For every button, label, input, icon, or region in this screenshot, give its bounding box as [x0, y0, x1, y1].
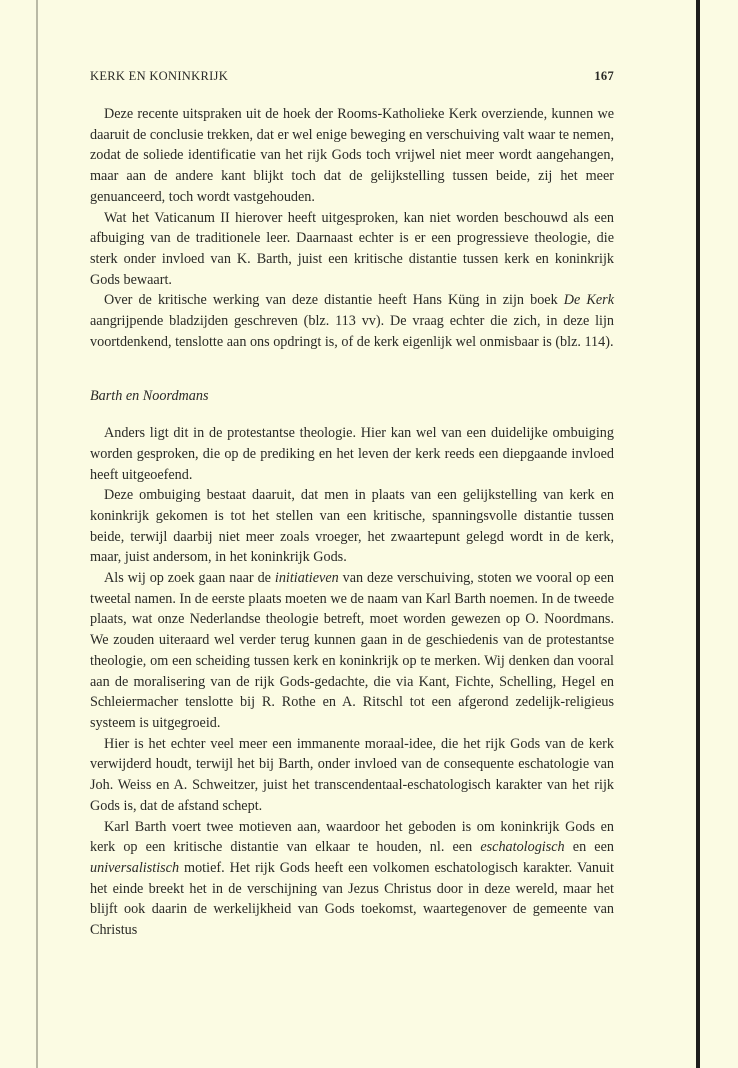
emphasis-universalistisch: universalistisch	[90, 859, 180, 876]
running-header	[90, 69, 614, 91]
page-right-edge	[696, 0, 700, 1068]
running-title: KERK EN KONINKRIJK	[90, 69, 229, 83]
page-gutter-shadow	[36, 0, 38, 1068]
paragraph-4: Anders ligt dit in de protestantse theologie. Hier kan wel van een duidelijke ombuiging worden gesproken, die op de prediking en het leven der kerk reeds een diepgaande invloed heeft uitgeoefend.	[90, 425, 614, 483]
paragraph-3: Over de kritische werking van deze distantie heeft Hans Küng in zijn boek De Kerk aangrijpende bladzijden geschreven (blz. 113 vv). De vraag echter die zich, in deze lijn voortdenkend, tenslotte aan ons opdringt is, of de kerk eigenlijk wel onmisbaar is (blz. 114).	[90, 292, 614, 350]
paragraph-1: Deze recente uitspraken uit de hoek der Rooms-Katholieke Kerk overziende, kunnen we daaruit de conclusie trekken, dat er wel enige beweging en verschuiving valt waar te nemen, zodat de soliede identificatie van het rijk Gods toch vrijwel niet meer wordt aangehangen, maar aan de andere kant blijkt toch dat de gelijkstelling tussen beide, zij het meer genuanceerd, toch wordt vastgehouden.	[90, 106, 614, 205]
emphasis-eschatologisch: eschatologisch	[480, 839, 565, 856]
paragraph-5: Deze ombuiging bestaat daaruit, dat men in plaats van een gelijkstelling van kerk en koninkrijk gekomen is tot het stellen van een kritische, spanningsvolle distantie tussen beide, terwijl daarbij niet meer zoals vroeger, het zwaartepunt gelegd wordt in de kerk, maar, juist andersom, in het koninkrijk Gods.	[90, 487, 614, 566]
paragraph-6: Als wij op zoek gaan naar de initiatieven van deze verschuiving, stoten we vooral op een tweetal namen. In de eerste plaats moeten we de naam van Karl Barth noemen. In de tweede plaats, wat onze Nederlandse theologie betreft, moet worden gewezen op O. Noordmans. We zouden uiteraard wel verder terug kunnen gaan in de geschiedenis van de protestantse theologie, om een scheiding tussen kerk en koninkrijk op te merken. Wij denken dan vooral aan de moralisering van de rijk Gods-gedachte, die via Kant, Fichte, Schelling, Hegel en Schleiermacher tenslotte bij R. Rothe en A. Ritschl tot een afgerond zedelijk-religieus systeem is uitgegroeid.	[90, 570, 614, 731]
page-number: 167	[594, 69, 614, 83]
paragraph-2: Wat het Vaticanum II hierover heeft uitgesproken, kan niet worden beschouwd als een afbuiging van de traditionele leer. Daarnaast echter is er een progressieve theologie, die sterk onder invloed van K. Barth, juist een kritische distantie tussen kerk en koninkrijk Gods bewaart.	[90, 209, 614, 288]
section-heading: Barth en Noordmans	[90, 388, 209, 405]
book-page	[90, 69, 614, 941]
paragraph-7: Hier is het echter veel meer een immanente moraal-idee, die het rijk Gods van de kerk verwijderd houdt, terwijl het bij Barth, onder invloed van de consequente eschatologie van Joh. Weiss en A. Schweitzer, juist het transcendentaal-eschatologisch karakter van het rijk Gods is, dat de afstand schept.	[90, 735, 614, 814]
paragraph-8: Karl Barth voert twee motieven aan, waardoor het geboden is om koninkrijk Gods en kerk op een kritische distantie van elkaar te houden, nl. een eschatologisch en een universalistisch motief. Het rijk Gods heeft een volkomen eschatologisch karakter. Vanuit het einde breekt het in de verschijning van Jezus Christus door in deze wereld, maar het blijft ook daarin de werkelijkheid van Gods toekomst, waartegenover de gemeente van Christus	[90, 818, 614, 939]
page-body	[90, 104, 614, 941]
emphasis-initiatieven: initiatieven	[274, 570, 339, 587]
book-title-de-kerk: De Kerk	[563, 292, 614, 309]
